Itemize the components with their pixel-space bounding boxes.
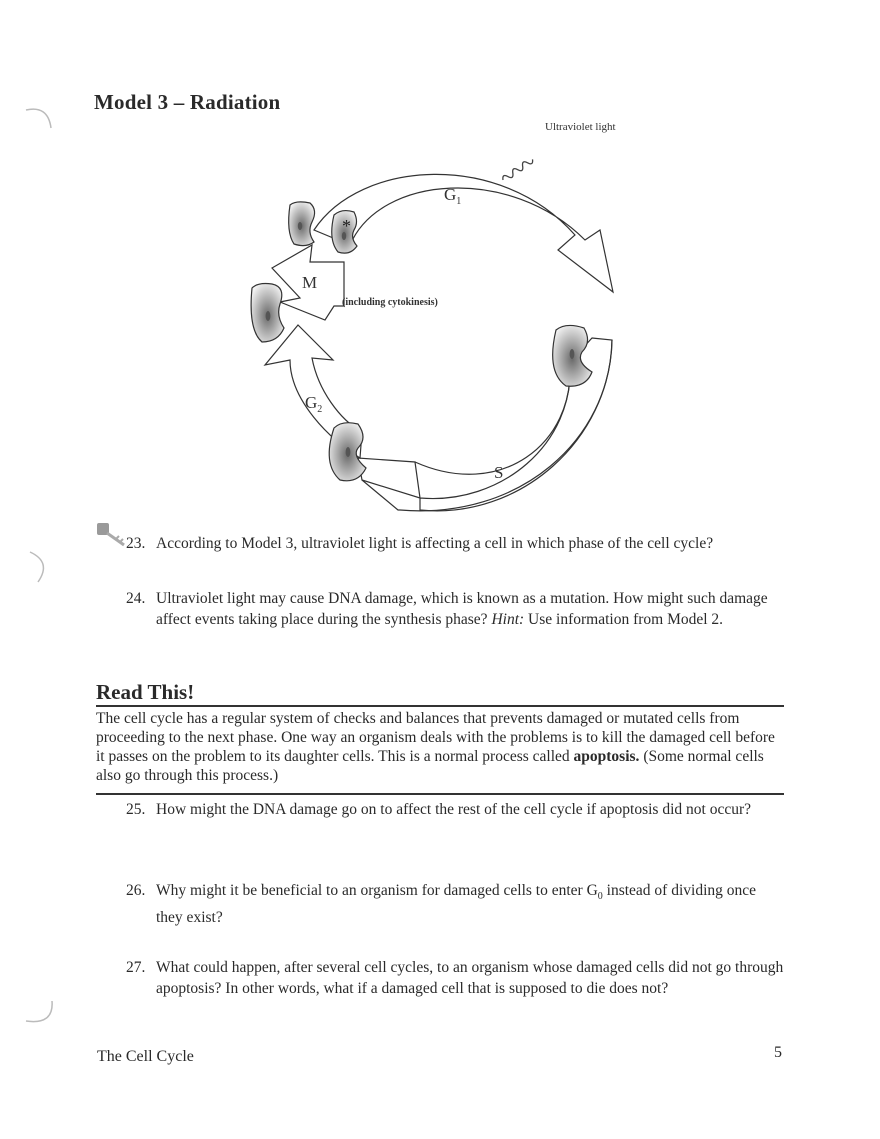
question-text: What could happen, after several cell cycles, to an organism whose damaged cells did not go through apoptosis? In other words, what if a damaged cell that is supposed to die does not? bbox=[156, 959, 784, 997]
question-23 bbox=[126, 533, 786, 554]
damage-asterisk: * bbox=[342, 216, 351, 236]
question-27 bbox=[126, 957, 786, 999]
read-this-text: (Some normal cells also go through this process.) bbox=[96, 748, 764, 784]
question-24 bbox=[126, 588, 786, 630]
read-this-heading: Read This! bbox=[96, 680, 195, 704]
question-text-part: Why might it be beneficial to an organism for damaged cells to enter G bbox=[156, 882, 598, 899]
question-number: 25. bbox=[126, 801, 146, 818]
question-text-part: Use information from Model 2. bbox=[524, 611, 724, 628]
question-number: 27. bbox=[126, 959, 146, 976]
page-number: 5 bbox=[774, 1044, 782, 1061]
g2-label: G bbox=[305, 393, 318, 412]
read-this-text: The cell cycle has a regular system of checks and balances that prevents damaged or mutated cells from proceeding to the next phase. One way an organism deals with the problems is to kill the damaged cell before it passes on the problem to its daughter cells. This is a normal process called bbox=[96, 710, 775, 765]
question-number: 26. bbox=[126, 882, 146, 899]
question-number: 24. bbox=[126, 590, 146, 607]
uv-label: Ultraviolet light bbox=[545, 121, 616, 133]
g1-phase-arrow bbox=[314, 174, 613, 292]
footer-title: The Cell Cycle bbox=[97, 1048, 194, 1065]
read-this-body bbox=[96, 709, 786, 785]
question-26 bbox=[126, 880, 786, 928]
read-this-top-rule bbox=[96, 705, 784, 707]
question-25 bbox=[126, 799, 786, 820]
apoptosis-term: apoptosis. bbox=[573, 748, 640, 765]
g0-subscript: 0 bbox=[597, 891, 603, 903]
question-text: How might the DNA damage go on to affect the rest of the cell cycle if apoptosis did not occur? bbox=[156, 801, 752, 818]
m-note: (including cytokinesis) bbox=[342, 297, 438, 308]
question-text-part: Ultraviolet light may cause DNA damage, which is known as a mutation. How might such damage affect events taking place during the synthesis phase? bbox=[156, 590, 768, 628]
g1-label: G bbox=[444, 185, 457, 204]
binder-hole-mark-middle bbox=[18, 548, 58, 588]
g2-subscript: 2 bbox=[317, 404, 323, 415]
g1-subscript: 1 bbox=[456, 196, 462, 207]
question-text-part: instead of dividing once they exist? bbox=[156, 882, 757, 927]
s-label: S bbox=[494, 463, 504, 482]
m-label: M bbox=[302, 273, 318, 292]
key-icon bbox=[96, 521, 128, 549]
model-title: Model 3 – Radiation bbox=[94, 90, 281, 114]
hint-label: Hint: bbox=[491, 611, 525, 628]
question-number: 23. bbox=[126, 535, 146, 552]
question-text: According to Model 3, ultraviolet light is affecting a cell in which phase of the cell cycle? bbox=[156, 535, 714, 552]
question-text bbox=[126, 880, 786, 928]
read-this-bottom-rule bbox=[96, 793, 784, 795]
question-text bbox=[126, 588, 786, 630]
ultraviolet-wave bbox=[501, 157, 534, 183]
cell-cycle-diagram bbox=[0, 0, 880, 520]
binder-hole-mark-bottom bbox=[18, 995, 58, 1035]
